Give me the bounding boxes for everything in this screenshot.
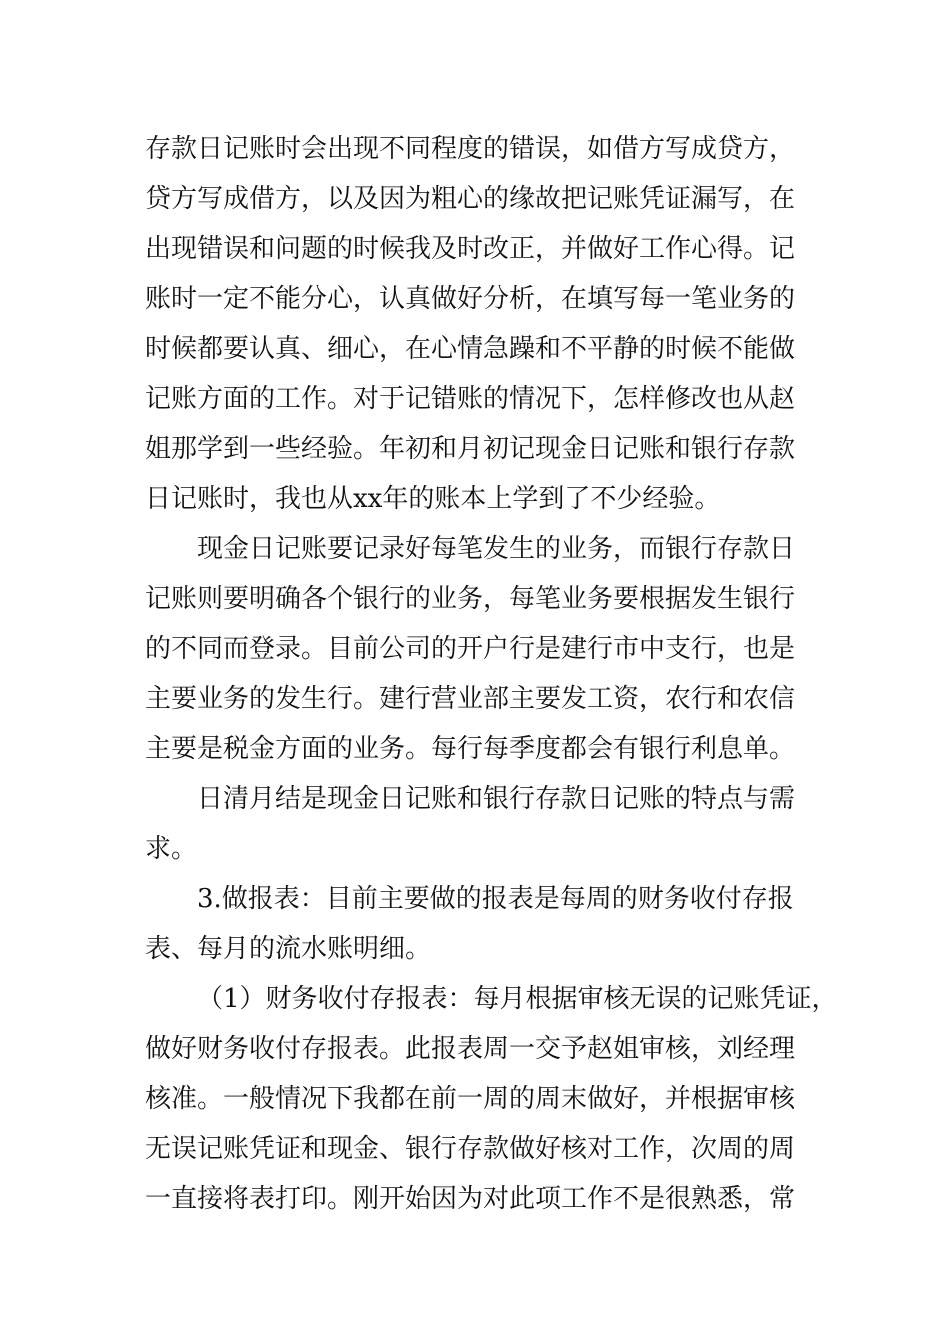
text-line: 做好财务收付存报表。此报表周一交予赵姐审核，刘经理 [145,1034,796,1064]
text-line: （1）财务收付存报表：每月根据审核无误的记账凭证， [197,984,838,1014]
paragraph-2 [145,524,810,774]
text-line: 现金日记账要记录好每笔发生的业务，而银行存款日 [197,534,796,564]
text-line: 账时一定不能分心，认真做好分析，在填写每一笔业务的 [145,284,796,314]
text-line: 核准。一般情况下我都在前一周的周末做好，并根据审核 [145,1084,796,1114]
text-line: 主要业务的发生行。建行营业部主要发工资，农行和农信 [145,684,796,714]
paragraph-3 [145,774,810,874]
text-line: 记账方面的工作。对于记错账的情况下，怎样修改也从赵 [145,384,796,414]
text-line: 求。 [145,834,198,864]
paragraph-5 [145,974,838,1224]
text-line: 出现错误和问题的时候我及时改正，并做好工作心得。记 [145,234,796,264]
text-line: 一直接将表打印。刚开始因为对此项工作不是很熟悉，常 [145,1184,796,1214]
text-line: 3.做报表：目前主要做的报表是每周的财务收付存报 [197,884,794,914]
text-line: 时候都要认真、细心，在心情急躁和不平静的时候不能做 [145,334,796,364]
text-line: 存款日记账时会出现不同程度的错误，如借方写成贷方， [145,134,796,164]
paragraph-1 [145,124,810,524]
text-line: 贷方写成借方，以及因为粗心的缘故把记账凭证漏写，在 [145,184,796,214]
text-line: 日清月结是现金日记账和银行存款日记账的特点与需 [197,784,796,814]
text-line: 主要是税金方面的业务。每行每季度都会有银行利息单。 [145,734,796,764]
text-line: 记账则要明确各个银行的业务，每笔业务要根据发生银行 [145,584,796,614]
text-line: 的不同而登录。目前公司的开户行是建行市中支行，也是 [145,634,796,664]
text-line: 日记账时，我也从xx年的账本上学到了不少经验。 [145,484,721,514]
text-line: 无误记账凭证和现金、银行存款做好核对工作，次周的周 [145,1134,796,1164]
text-line: 姐那学到一些经验。年初和月初记现金日记账和银行存款 [145,434,796,464]
paragraph-4 [145,874,810,974]
text-line: 表、每月的流水账明细。 [145,934,432,964]
document-body [145,124,838,1224]
